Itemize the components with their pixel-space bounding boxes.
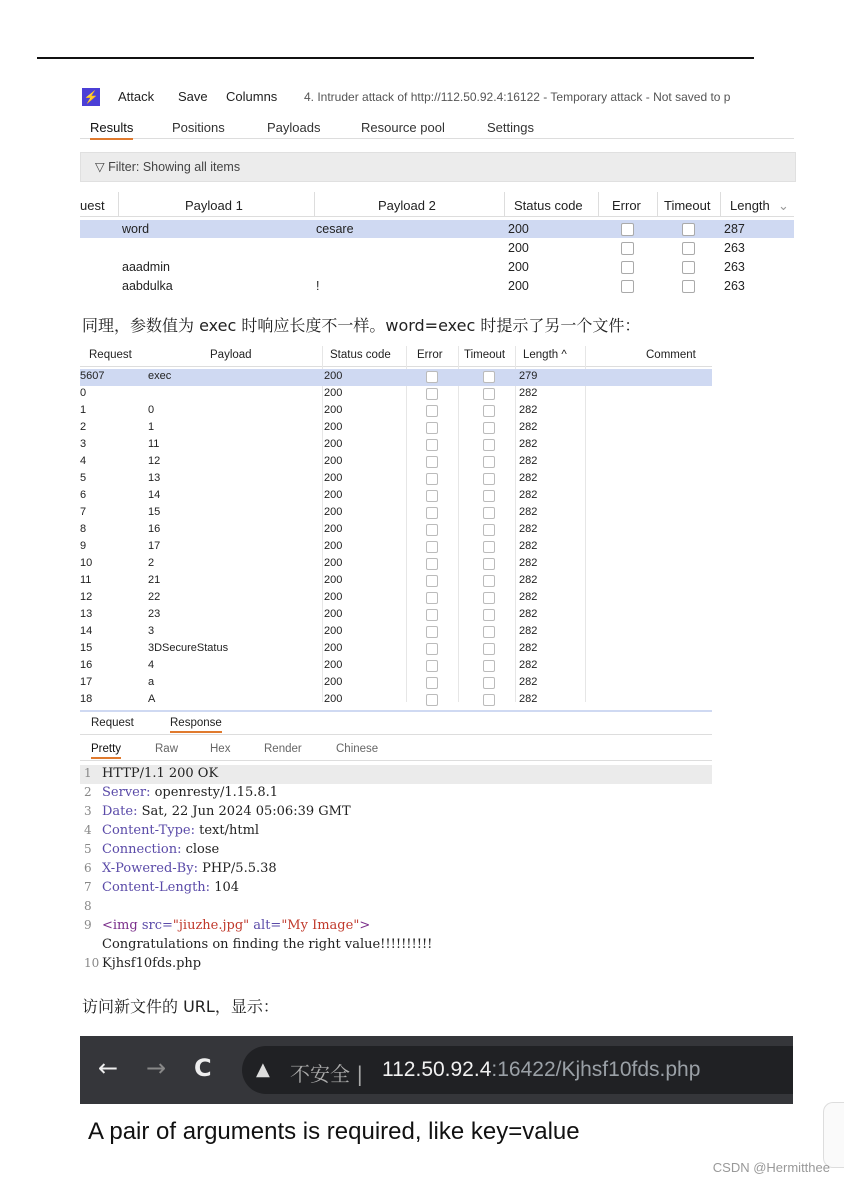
line-number: 5 <box>84 842 92 856</box>
col-payload1[interactable]: Payload 1 <box>185 198 243 213</box>
header-value: Sat, 22 Jun 2024 05:06:39 GMT <box>137 804 351 819</box>
cell-length: 263 <box>724 279 745 293</box>
timeout-checkbox <box>483 558 495 570</box>
cell-status: 200 <box>324 455 343 467</box>
cell-req: 16 <box>80 659 93 671</box>
line-number: 6 <box>84 861 92 875</box>
cell-length: 279 <box>519 370 538 382</box>
code-line <box>80 955 712 974</box>
line-number: 4 <box>84 823 92 837</box>
table-row[interactable] <box>80 641 712 658</box>
code-line <box>80 898 712 917</box>
cell-status: 200 <box>324 387 343 399</box>
cell-req: 1 <box>80 404 87 416</box>
header-key: X-Powered-By: <box>102 861 198 876</box>
cell-req: 8 <box>80 523 87 535</box>
cell-length: 263 <box>724 260 745 274</box>
error-checkbox <box>621 242 634 255</box>
line-number: 8 <box>84 899 92 913</box>
timeout-checkbox <box>483 626 495 638</box>
col-request[interactable]: uest <box>80 198 105 213</box>
col2-status[interactable]: Status code <box>330 349 391 361</box>
cell-req: 5607 <box>80 370 105 382</box>
cell-status: 200 <box>324 693 343 705</box>
col2-payload[interactable]: Payload <box>210 349 252 361</box>
html-alt-val: "My Image" <box>281 918 360 933</box>
tab-raw[interactable]: Raw <box>155 743 179 755</box>
cell-status: 200 <box>324 523 343 535</box>
code-line <box>80 917 712 936</box>
header-value: PHP/5.5.38 <box>197 861 277 876</box>
html-open: <img <box>102 918 142 933</box>
code-text <box>102 842 219 857</box>
error-checkbox <box>426 507 438 519</box>
reload-icon[interactable]: C <box>194 1054 212 1082</box>
header-value: text/html <box>195 823 260 838</box>
cell-length: 282 <box>519 676 538 688</box>
cell-req: 5 <box>80 472 87 484</box>
table-row[interactable] <box>80 556 712 573</box>
table-row[interactable] <box>80 539 712 556</box>
cell-req: 9 <box>80 540 87 552</box>
code-text <box>102 804 351 819</box>
cell-payload1: aabdulka <box>122 279 173 293</box>
window-title: 4. Intruder attack of http://112.50.92.4:16122 - Temporary attack - Not saved to p <box>304 90 731 104</box>
cell-payload: 2 <box>148 557 155 569</box>
timeout-checkbox <box>483 371 495 383</box>
cell-payload2: ! <box>316 279 320 293</box>
side-scroll-handle[interactable] <box>823 1102 844 1168</box>
cell-length: 282 <box>519 591 538 603</box>
cell-length: 282 <box>519 659 538 671</box>
cell-length: 282 <box>519 387 538 399</box>
table-row[interactable] <box>80 675 712 692</box>
cell-req: 3 <box>80 438 87 450</box>
cell-req: 17 <box>80 676 93 688</box>
cell-length: 282 <box>519 625 538 637</box>
cell-length: 282 <box>519 472 538 484</box>
burp-results-table <box>80 346 712 706</box>
table-row[interactable] <box>80 239 794 257</box>
cell-length: 287 <box>724 222 745 236</box>
html-src-val: "jiuzhe.jpg" <box>172 918 250 933</box>
address-bar[interactable] <box>242 1046 793 1094</box>
cell-req: 10 <box>80 557 93 569</box>
timeout-checkbox <box>483 422 495 434</box>
cell-req: 0 <box>80 387 87 399</box>
tab-pretty[interactable]: Pretty <box>91 743 121 759</box>
table-row[interactable] <box>80 505 712 522</box>
error-checkbox <box>426 405 438 417</box>
cell-status: 200 <box>324 506 343 518</box>
filter-label: ▽ Filter: Showing all items <box>95 160 241 174</box>
burp-logo-icon: ⚡ <box>83 90 99 104</box>
cell-status: 200 <box>508 222 529 236</box>
tab-hex[interactable]: Hex <box>210 743 231 755</box>
timeout-checkbox <box>483 592 495 604</box>
tab-chinese[interactable]: Chinese <box>336 743 379 755</box>
url-text[interactable] <box>382 1058 700 1082</box>
menu-columns[interactable]: Columns <box>226 89 278 104</box>
line-number: 2 <box>84 785 92 799</box>
table-row[interactable] <box>80 471 712 488</box>
tab-settings[interactable]: Settings <box>487 120 534 135</box>
url-path: :16422/Kjhsf10fds.php <box>491 1058 701 1081</box>
browser-toolbar <box>80 1036 793 1104</box>
cell-payload: a <box>148 676 155 688</box>
caption-1: 同理，参数值为 exec 时响应长度不一样。word=exec 时提示了另一个文件： <box>82 316 641 335</box>
cell-status: 200 <box>508 279 529 293</box>
code-line <box>80 879 712 898</box>
cell-length: 282 <box>519 557 538 569</box>
cell-status: 200 <box>324 608 343 620</box>
error-checkbox <box>426 422 438 434</box>
warning-icon[interactable]: ▲ <box>256 1059 270 1080</box>
cell-payload: 16 <box>148 523 161 535</box>
cell-length: 282 <box>519 455 538 467</box>
url-host: 112.50.92.4 <box>382 1058 492 1081</box>
col2-timeout[interactable]: Timeout <box>464 349 506 361</box>
cell-payload: 1 <box>148 421 155 433</box>
table-row[interactable] <box>80 258 794 276</box>
caption-2: 访问新文件的 URL，显示： <box>82 997 279 1016</box>
error-checkbox <box>426 660 438 672</box>
tab-render[interactable]: Render <box>264 743 302 755</box>
timeout-checkbox <box>483 405 495 417</box>
cell-payload: 14 <box>148 489 161 501</box>
col2-request[interactable]: Request <box>89 349 132 361</box>
cell-status: 200 <box>324 421 343 433</box>
timeout-checkbox <box>682 223 695 236</box>
error-checkbox <box>426 643 438 655</box>
tab-positions[interactable]: Positions <box>172 120 225 135</box>
error-checkbox <box>426 626 438 638</box>
col-timeout[interactable]: Timeout <box>664 198 711 213</box>
timeout-checkbox <box>483 473 495 485</box>
timeout-checkbox <box>682 280 695 293</box>
watermark: CSDN @Hermitthee <box>712 1160 830 1175</box>
cell-status: 200 <box>324 438 343 450</box>
line-number: 1 <box>84 766 92 780</box>
burp-intruder-window <box>80 84 794 300</box>
error-checkbox <box>426 694 438 706</box>
line-number: 3 <box>84 804 92 818</box>
cell-status: 200 <box>324 676 343 688</box>
cell-status: 200 <box>324 472 343 484</box>
code-text <box>102 861 277 876</box>
cell-length: 282 <box>519 404 538 416</box>
menu-save[interactable]: Save <box>178 89 208 104</box>
timeout-checkbox <box>483 541 495 553</box>
header-value: Kjhsf10fds.php <box>102 956 202 971</box>
cell-length: 282 <box>519 693 538 705</box>
cell-payload1: word <box>122 222 150 236</box>
cell-status: 200 <box>324 642 343 654</box>
cell-status: 200 <box>324 557 343 569</box>
table-row[interactable] <box>80 277 794 295</box>
cell-payload1: aaadmin <box>122 260 170 274</box>
table-row[interactable] <box>80 369 712 386</box>
cell-req: 7 <box>80 506 87 518</box>
table-row[interactable] <box>80 488 712 505</box>
tab-bar <box>80 114 794 139</box>
cell-payload: 23 <box>148 608 161 620</box>
cell-payload: 22 <box>148 591 161 603</box>
code-line <box>80 803 712 822</box>
results-table-header <box>80 192 794 217</box>
cell-req: 15 <box>80 642 93 654</box>
tab-resource-pool[interactable]: Resource pool <box>361 120 445 135</box>
header-key: Server: <box>102 785 151 800</box>
tab-results[interactable]: Results <box>90 120 133 140</box>
tab-request[interactable]: Request <box>91 717 134 729</box>
cell-payload: exec <box>148 370 172 382</box>
cell-payload: 0 <box>148 404 155 416</box>
cell-length: 282 <box>519 642 538 654</box>
code-text <box>102 956 201 971</box>
cell-length: 282 <box>519 421 538 433</box>
table-row[interactable] <box>80 454 712 471</box>
response-pane <box>80 710 712 980</box>
code-text <box>102 823 259 838</box>
header-key: Content-Length: <box>102 880 211 895</box>
timeout-checkbox <box>483 507 495 519</box>
line-number: 10 <box>84 956 100 970</box>
header-value: openresty/1.15.8.1 <box>150 785 279 800</box>
cell-status: 200 <box>324 370 343 382</box>
cell-payload: 15 <box>148 506 161 518</box>
code-text <box>102 937 432 952</box>
timeout-checkbox <box>483 609 495 621</box>
error-checkbox <box>426 388 438 400</box>
col2-length[interactable]: Length ^ <box>523 349 567 361</box>
error-checkbox <box>426 371 438 383</box>
cell-status: 200 <box>324 591 343 603</box>
error-checkbox <box>621 280 634 293</box>
html-close: > <box>359 918 371 933</box>
table-row[interactable] <box>80 590 712 607</box>
filter-bar[interactable] <box>80 152 796 182</box>
cell-status: 200 <box>324 540 343 552</box>
cell-length: 263 <box>724 241 745 255</box>
cell-status: 200 <box>324 404 343 416</box>
code-line <box>80 784 712 803</box>
insecure-label: 不安全 | <box>290 1062 364 1086</box>
page-body-text: A pair of arguments is required, like key=value <box>88 1118 580 1145</box>
timeout-checkbox <box>483 677 495 689</box>
cell-status: 200 <box>324 625 343 637</box>
code-text <box>102 880 239 895</box>
line-number: 9 <box>84 918 92 932</box>
cell-status: 200 <box>508 260 529 274</box>
timeout-checkbox <box>483 388 495 400</box>
table-row[interactable] <box>80 420 712 437</box>
cell-payload: A <box>148 693 156 705</box>
code-line <box>80 860 712 879</box>
timeout-checkbox <box>483 643 495 655</box>
cell-req: 18 <box>80 693 93 705</box>
error-checkbox <box>426 558 438 570</box>
back-icon[interactable]: ← <box>98 1054 119 1082</box>
cell-length: 282 <box>519 574 538 586</box>
cell-length: 282 <box>519 489 538 501</box>
header-value: Congratulations on finding the right value!!!!!!!!!! <box>102 937 433 952</box>
timeout-checkbox <box>483 694 495 706</box>
timeout-checkbox <box>682 261 695 274</box>
cell-length: 282 <box>519 438 538 450</box>
header-value: HTTP/1.1 200 OK <box>102 766 219 781</box>
cell-req: 14 <box>80 625 93 637</box>
header-value: 104 <box>210 880 240 895</box>
timeout-checkbox <box>483 490 495 502</box>
col-error[interactable]: Error <box>612 198 641 213</box>
table-row[interactable] <box>80 522 712 539</box>
error-checkbox <box>426 575 438 587</box>
cell-status: 200 <box>508 241 529 255</box>
cell-payload: 13 <box>148 472 161 484</box>
cell-payload: 3 <box>148 625 155 637</box>
cell-status: 200 <box>324 489 343 501</box>
header-value: close <box>181 842 220 857</box>
cell-payload: 12 <box>148 455 161 467</box>
req-resp-tabs <box>80 710 712 735</box>
table-row[interactable] <box>80 220 794 238</box>
cell-status: 200 <box>324 659 343 671</box>
header-key: Connection: <box>102 842 182 857</box>
sort-chevron-icon: ⌄ <box>778 198 789 213</box>
error-checkbox <box>426 439 438 451</box>
col2-error[interactable]: Error <box>417 349 443 361</box>
error-checkbox <box>426 524 438 536</box>
code-line <box>80 822 712 841</box>
error-checkbox <box>426 541 438 553</box>
top-divider <box>37 57 754 59</box>
cell-payload: 11 <box>148 438 160 450</box>
timeout-checkbox <box>483 456 495 468</box>
timeout-checkbox <box>483 524 495 536</box>
timeout-checkbox <box>483 575 495 587</box>
code-text <box>102 766 218 781</box>
cell-payload: 17 <box>148 540 161 552</box>
code-line <box>80 765 712 784</box>
timeout-checkbox <box>483 660 495 672</box>
cell-length: 282 <box>519 608 538 620</box>
html-alt-attr: alt= <box>249 918 282 933</box>
header-key: Content-Type: <box>102 823 195 838</box>
error-checkbox <box>426 592 438 604</box>
table-row[interactable] <box>80 692 712 709</box>
cell-status: 200 <box>324 574 343 586</box>
cell-req: 6 <box>80 489 87 501</box>
cell-payload: 3DSecureStatus <box>148 642 229 654</box>
table-row[interactable] <box>80 573 712 590</box>
tab-payloads[interactable]: Payloads <box>267 120 321 135</box>
cell-req: 12 <box>80 591 93 603</box>
error-checkbox <box>426 473 438 485</box>
col2-comment[interactable]: Comment <box>646 349 696 361</box>
forward-icon[interactable]: → <box>146 1054 167 1082</box>
error-checkbox <box>426 677 438 689</box>
code-line <box>80 936 712 955</box>
code-line <box>80 841 712 860</box>
cell-length: 282 <box>519 523 538 535</box>
col-length[interactable]: Length <box>730 198 770 213</box>
timeout-checkbox <box>483 439 495 451</box>
table-row[interactable] <box>80 624 712 641</box>
error-checkbox <box>426 609 438 621</box>
col-payload2[interactable]: Payload 2 <box>378 198 436 213</box>
cell-req: 11 <box>80 574 92 586</box>
cell-req: 13 <box>80 608 93 620</box>
cell-payload: 21 <box>148 574 161 586</box>
cell-length: 282 <box>519 540 538 552</box>
menu-attack[interactable]: Attack <box>118 89 155 104</box>
filter-icon: ▽ <box>95 160 105 174</box>
code-text <box>102 918 370 933</box>
table-row[interactable] <box>80 437 712 454</box>
table-row[interactable] <box>80 658 712 675</box>
cell-length: 282 <box>519 506 538 518</box>
table-row[interactable] <box>80 403 712 420</box>
code-text <box>102 785 278 800</box>
col-status[interactable]: Status code <box>514 198 583 213</box>
cell-req: 4 <box>80 455 87 467</box>
cell-payload: 4 <box>148 659 155 671</box>
view-tabs <box>80 740 712 761</box>
header-key: Date: <box>102 804 138 819</box>
cell-req: 2 <box>80 421 87 433</box>
timeout-checkbox <box>682 242 695 255</box>
line-number: 7 <box>84 880 92 894</box>
tab-response[interactable]: Response <box>170 717 222 733</box>
html-src-attr: src= <box>141 918 173 933</box>
table-row[interactable] <box>80 607 712 624</box>
error-checkbox <box>621 261 634 274</box>
error-checkbox <box>426 456 438 468</box>
error-checkbox <box>426 490 438 502</box>
cell-payload2: cesare <box>316 222 354 236</box>
table-row[interactable] <box>80 386 712 403</box>
table2-header <box>80 346 712 367</box>
error-checkbox <box>621 223 634 236</box>
